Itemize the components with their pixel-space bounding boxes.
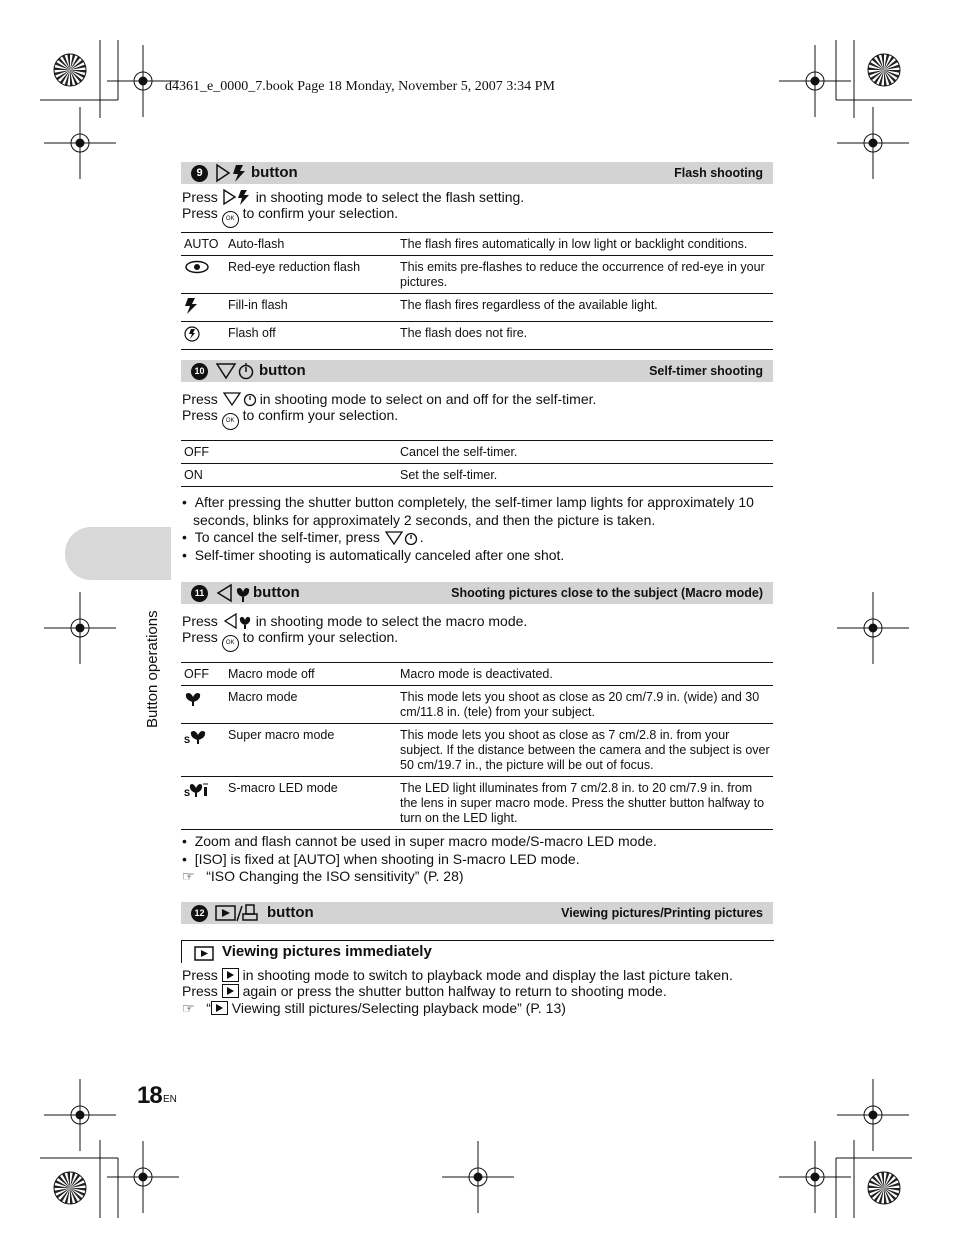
reference-hand-icon: ☞ (182, 868, 195, 884)
registration-target (837, 107, 909, 179)
section-number: 11 (191, 585, 208, 602)
section-subtitle: Flash shooting (674, 166, 763, 180)
down-self-timer-icon (384, 530, 420, 545)
page-language: EN (163, 1094, 177, 1105)
registration-target (44, 592, 116, 664)
registration-target (44, 107, 116, 179)
section-label: button (251, 164, 298, 181)
right-flash-icon (222, 189, 256, 205)
instruction-text: Press in shooting mode to select the flash setting. Press OK to confirm your selection. (182, 189, 524, 228)
ok-func-icon: OK (222, 211, 239, 228)
page-number: 18 (137, 1082, 162, 1109)
playback-icon (222, 984, 239, 998)
table-row: ON Set the self-timer. (181, 464, 773, 487)
self-timer-table (181, 440, 773, 487)
down-self-timer-icon (215, 361, 259, 381)
section-label: button (259, 362, 306, 379)
playback-print-icon (215, 903, 263, 923)
left-macro-icon (215, 583, 253, 603)
right-flash-icon (215, 163, 251, 183)
section-subtitle: Shooting pictures close to the subject (Macro mode) (451, 586, 763, 600)
instruction-text: Press in shooting mode to select the macro mode. Press OK to confirm your selection. (182, 613, 527, 652)
list-item: • [ISO] is fixed at [AUTO] when shooting in S-macro LED mode. (182, 850, 580, 867)
registration-wheel (868, 54, 900, 86)
section-header-macro (181, 582, 773, 604)
reference-hand-icon: ☞ (182, 1000, 195, 1016)
table-row: OFF Macro mode off Macro mode is deactivated. (181, 663, 773, 686)
svg-text:S: S (184, 788, 191, 797)
registration-target (837, 1079, 909, 1151)
list-item: • To cancel the self-timer, press . (182, 529, 424, 545)
self-timer-notes (182, 494, 782, 564)
section-subtitle: Viewing pictures/Printing pictures (561, 906, 763, 920)
table-row: OFF Cancel the self-timer. (181, 441, 773, 464)
s-macro-led-icon (184, 781, 210, 797)
registration-target (442, 1141, 514, 1213)
svg-text:S: S (184, 735, 191, 744)
list-item: • Zoom and flash cannot be used in super macro mode/S-macro LED mode. (182, 833, 657, 849)
section-number: 12 (191, 905, 208, 922)
ok-func-icon: OK (222, 635, 239, 652)
super-macro-icon (184, 728, 208, 744)
section-number: 10 (191, 363, 208, 380)
list-item: • Self-timer shooting is automatically canceled after one shot. (182, 546, 565, 563)
playback-text: Press in shooting mode to switch to playback mode and display the last picture taken. Press again or press the shutter button halfway to return to shooting mode. ☞ “ Viewing still pictures/Selecting playback mode” (P. 13) (182, 967, 733, 1016)
section-subtitle: Self-timer shooting (649, 364, 763, 378)
left-macro-icon (222, 613, 256, 629)
playback-icon (211, 1001, 228, 1015)
macro-notes (182, 833, 782, 886)
section-label: button (267, 904, 314, 921)
red-eye-icon (184, 260, 210, 274)
registration-wheel (54, 1172, 86, 1204)
registration-target (44, 1079, 116, 1151)
subsection-heading: Viewing pictures immediately (181, 940, 774, 963)
section-header-self-timer (181, 360, 773, 382)
table-row: Flash off The flash does not fire. (181, 322, 773, 350)
side-tab-label: Button operations (144, 610, 161, 728)
down-self-timer-icon (222, 391, 260, 407)
section-header-playback (181, 902, 773, 924)
table-row: AUTO Auto-flash The flash fires automatically in low light or backlight conditions. (181, 233, 773, 256)
table-row: Fill-in flash The flash fires regardless of the available light. (181, 294, 773, 322)
table-row: S S-macro LED mode The LED light illuminates from 7 cm/2.8 in. to 20 cm/7.9 in. from the lens in super macro mode. Press the shutter button halfway to turn on the LED light. (181, 777, 773, 830)
macro-icon (184, 690, 202, 706)
playback-icon (222, 968, 239, 982)
reference-line: ☞ “ISO Changing the ISO sensitivity” (P. 28) (182, 868, 464, 884)
section-header-flash (181, 162, 773, 184)
registration-target (779, 1141, 851, 1213)
list-item: • After pressing the shutter button completely, the self-timer lamp lights for approximately 10 seconds, blinks for approximately 2 seconds, and then the picture is taken. (182, 494, 754, 528)
flash-icon (184, 298, 198, 314)
table-row: Macro mode This mode lets you shoot as close as 20 cm/7.9 in. (wide) and 30 cm/11.8 in. (tele) from your subject. (181, 686, 773, 724)
section-number: 9 (191, 165, 208, 182)
ok-func-icon: OK (222, 413, 239, 430)
registration-wheel (868, 1172, 900, 1204)
table-row: S Super macro mode This mode lets you shoot as close as 7 cm/2.8 in. from your subject. If the distance between the camera and the subject is over 50 cm/19.7 in., the picture will be out of focus. (181, 724, 773, 777)
registration-target (779, 45, 851, 117)
table-row: Red-eye reduction flash This emits pre-flashes to reduce the occurrence of red-eye in your pictures. (181, 256, 773, 294)
registration-wheel (54, 54, 86, 86)
flash-table (181, 232, 773, 350)
section-label: button (253, 584, 300, 601)
macro-table (181, 662, 773, 830)
registration-target (837, 592, 909, 664)
instruction-text: Press in shooting mode to select on and off for the self-timer. Press OK to confirm your selection. (182, 391, 596, 430)
flash-off-icon (184, 326, 200, 342)
playback-icon (194, 946, 214, 961)
book-info-line: d4361_e_0000_7.book Page 18 Monday, November 5, 2007 3:34 PM (165, 79, 555, 94)
